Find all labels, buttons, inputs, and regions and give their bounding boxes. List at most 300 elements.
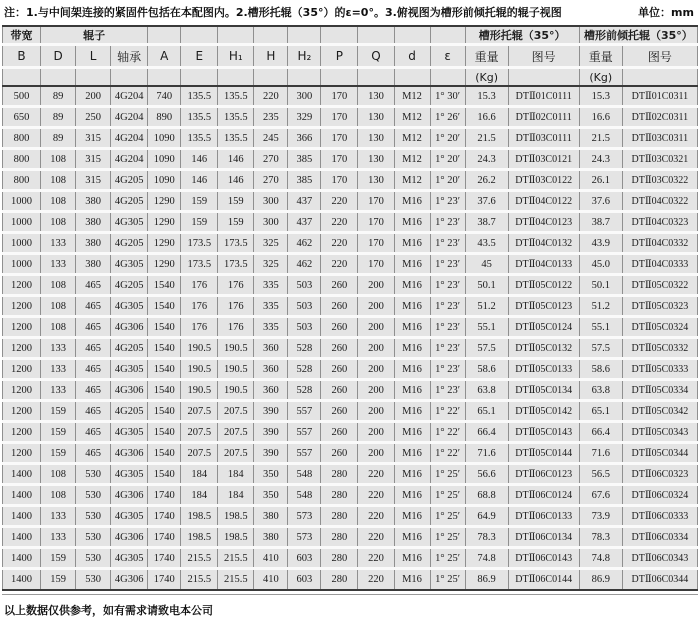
cell: 51.2 [465, 296, 508, 317]
cell: 1° 20′ [430, 128, 465, 149]
table-row [3, 401, 698, 422]
cell: 800 [3, 170, 41, 191]
cell: 207.5 [181, 401, 218, 422]
cell: 1540 [148, 359, 181, 380]
cell: 462 [288, 233, 321, 254]
cell: 37.6 [579, 191, 622, 212]
cell: 1° 23′ [430, 338, 465, 359]
cell: 503 [288, 317, 321, 338]
cell: 235 [254, 107, 288, 128]
cell: 1° 22′ [430, 443, 465, 464]
cell: 207.5 [181, 443, 218, 464]
col-group-forward-tilt-trough-idler: 槽形前倾托辊（35°） [579, 26, 697, 45]
empty-cell [254, 68, 288, 86]
cell: 1090 [148, 128, 181, 149]
table-row [3, 527, 698, 548]
cell: 528 [288, 359, 321, 380]
cell: 159 [41, 422, 76, 443]
column-header: P [321, 45, 358, 68]
empty-cell [41, 68, 76, 86]
cell: 740 [148, 86, 181, 107]
cell: 260 [321, 401, 358, 422]
cell: 1290 [148, 212, 181, 233]
cell: 108 [41, 212, 76, 233]
empty-cell [358, 26, 394, 45]
cell: 1400 [3, 506, 41, 527]
cell: 260 [321, 359, 358, 380]
cell: DTⅡ03C0311 [622, 128, 697, 149]
col-group-bandwidth: 带宽 [3, 26, 41, 45]
cell: 66.4 [465, 422, 508, 443]
cell: 1° 25′ [430, 569, 465, 590]
cell: 71.6 [579, 443, 622, 464]
cell: 410 [254, 569, 288, 590]
cell: 220 [321, 212, 358, 233]
cell: DTⅡ05C0332 [622, 338, 697, 359]
cell: 71.6 [465, 443, 508, 464]
table-row [3, 464, 698, 485]
cell: M16 [394, 254, 430, 275]
cell: 4G205 [111, 191, 148, 212]
cell: 1540 [148, 296, 181, 317]
empty-cell [430, 68, 465, 86]
cell: 43.5 [465, 233, 508, 254]
cell: 207.5 [218, 422, 254, 443]
cell: 1400 [3, 464, 41, 485]
cell: DTⅡ03C0122 [508, 170, 579, 191]
cell: 385 [288, 170, 321, 191]
cell: 603 [288, 569, 321, 590]
table-row [3, 506, 698, 527]
cell: 16.6 [465, 107, 508, 128]
cell: 315 [76, 170, 111, 191]
empty-cell [148, 26, 181, 45]
cell: DTⅡ03C0322 [622, 170, 697, 191]
cell: 159 [218, 212, 254, 233]
cell: DTⅡ05C0122 [508, 275, 579, 296]
cell: 260 [321, 443, 358, 464]
cell: 108 [41, 296, 76, 317]
cell: DTⅡ06C0124 [508, 485, 579, 506]
empty-cell [358, 68, 394, 86]
cell: DTⅡ03C0111 [508, 128, 579, 149]
cell: 170 [321, 149, 358, 170]
cell: 260 [321, 338, 358, 359]
table-row [3, 296, 698, 317]
cell: 190.5 [218, 359, 254, 380]
cell: 800 [3, 128, 41, 149]
cell: 1200 [3, 275, 41, 296]
cell: DTⅡ04C0333 [622, 254, 697, 275]
cell: 220 [358, 464, 394, 485]
cell: DTⅡ02C0311 [622, 107, 697, 128]
cell: 56.5 [579, 464, 622, 485]
cell: DTⅡ06C0343 [622, 548, 697, 569]
cell: 190.5 [218, 338, 254, 359]
empty-cell [430, 26, 465, 45]
cell: 1° 20′ [430, 149, 465, 170]
cell: 198.5 [181, 527, 218, 548]
table-row [3, 338, 698, 359]
cell: 108 [41, 170, 76, 191]
table-row [3, 317, 698, 338]
cell: DTⅡ04C0122 [508, 191, 579, 212]
table-row [3, 86, 698, 107]
cell: M16 [394, 359, 430, 380]
cell: 465 [76, 359, 111, 380]
cell: 190.5 [181, 359, 218, 380]
cell: 135.5 [181, 86, 218, 107]
cell: 176 [218, 275, 254, 296]
cell: 63.8 [465, 380, 508, 401]
cell: 220 [321, 191, 358, 212]
cell: 1° 26′ [430, 107, 465, 128]
cell: 57.5 [579, 338, 622, 359]
cell: 45 [465, 254, 508, 275]
cell: M12 [394, 86, 430, 107]
cell: DTⅡ05C0133 [508, 359, 579, 380]
cell: 4G205 [111, 338, 148, 359]
column-header: 轴承 [111, 45, 148, 68]
cell: 170 [321, 86, 358, 107]
cell: 4G306 [111, 569, 148, 590]
empty-cell [218, 68, 254, 86]
cell: DTⅡ05C0132 [508, 338, 579, 359]
cell: DTⅡ05C0333 [622, 359, 697, 380]
cell: 503 [288, 275, 321, 296]
cell: 4G205 [111, 170, 148, 191]
cell: 190.5 [181, 338, 218, 359]
cell: 300 [254, 191, 288, 212]
cell: 270 [254, 170, 288, 191]
cell: 200 [358, 296, 394, 317]
table-row [3, 380, 698, 401]
column-header: H₂ [288, 45, 321, 68]
cell: 465 [76, 401, 111, 422]
table-row [3, 254, 698, 275]
col-group-trough-idler: 槽形托辊（35°） [465, 26, 579, 45]
cell: M16 [394, 212, 430, 233]
cell: M16 [394, 380, 430, 401]
cell: 1° 23′ [430, 233, 465, 254]
cell: 270 [254, 149, 288, 170]
kg-unit-label: (Kg) [465, 68, 508, 86]
table-row [3, 275, 698, 296]
cell: M16 [394, 317, 430, 338]
cell: 4G305 [111, 212, 148, 233]
cell: 133 [41, 380, 76, 401]
cell: 465 [76, 317, 111, 338]
cell: DTⅡ05C0344 [622, 443, 697, 464]
cell: M16 [394, 422, 430, 443]
cell: 557 [288, 401, 321, 422]
cell: DTⅡ03C0121 [508, 149, 579, 170]
cell: 260 [321, 317, 358, 338]
table-row [3, 233, 698, 254]
cell: 55.1 [465, 317, 508, 338]
cell: 135.5 [218, 107, 254, 128]
cell: 198.5 [181, 506, 218, 527]
cell: 215.5 [218, 569, 254, 590]
cell: 215.5 [181, 569, 218, 590]
cell: M16 [394, 338, 430, 359]
cell: 650 [3, 107, 41, 128]
cell: 1400 [3, 485, 41, 506]
cell: 86.9 [465, 569, 508, 590]
cell: 329 [288, 107, 321, 128]
empty-cell [394, 26, 430, 45]
table-row [3, 359, 698, 380]
cell: 45.0 [579, 254, 622, 275]
cell: DTⅡ04C0323 [622, 212, 697, 233]
cell: 1° 25′ [430, 506, 465, 527]
cell: 4G204 [111, 149, 148, 170]
empty-cell [622, 68, 697, 86]
cell: 4G204 [111, 107, 148, 128]
cell: 159 [41, 443, 76, 464]
cell: 184 [181, 485, 218, 506]
cell: DTⅡ06C0123 [508, 464, 579, 485]
cell: DTⅡ06C0133 [508, 506, 579, 527]
cell: M16 [394, 275, 430, 296]
cell: 530 [76, 464, 111, 485]
cell: 15.3 [465, 86, 508, 107]
cell: 1° 20′ [430, 170, 465, 191]
table-row [3, 170, 698, 191]
cell: 4G306 [111, 485, 148, 506]
cell: M16 [394, 296, 430, 317]
cell: 280 [321, 506, 358, 527]
cell: 315 [76, 128, 111, 149]
cell: 133 [41, 338, 76, 359]
cell: 1400 [3, 569, 41, 590]
cell: 220 [321, 254, 358, 275]
cell: 280 [321, 527, 358, 548]
cell: 4G306 [111, 443, 148, 464]
cell: 184 [181, 464, 218, 485]
cell: 390 [254, 401, 288, 422]
cell: M16 [394, 485, 430, 506]
cell: 1200 [3, 443, 41, 464]
cell: 220 [358, 527, 394, 548]
cell: 56.6 [465, 464, 508, 485]
cell: 548 [288, 485, 321, 506]
cell: 133 [41, 506, 76, 527]
empty-cell [321, 68, 358, 86]
cell: DTⅡ05C0143 [508, 422, 579, 443]
cell: 65.1 [579, 401, 622, 422]
cell: 530 [76, 527, 111, 548]
cell: 465 [76, 422, 111, 443]
cell: 63.8 [579, 380, 622, 401]
cell: 1200 [3, 380, 41, 401]
cell: M12 [394, 128, 430, 149]
cell: 4G305 [111, 548, 148, 569]
cell: 1° 23′ [430, 296, 465, 317]
cell: DTⅡ06C0134 [508, 527, 579, 548]
cell: 176 [181, 317, 218, 338]
cell: 66.4 [579, 422, 622, 443]
cell: 315 [76, 149, 111, 170]
cell: 548 [288, 464, 321, 485]
cell: 159 [41, 401, 76, 422]
cell: 1290 [148, 233, 181, 254]
cell: 170 [321, 107, 358, 128]
table-row [3, 191, 698, 212]
empty-cell [76, 68, 111, 86]
cell: M16 [394, 464, 430, 485]
cell: 1° 23′ [430, 191, 465, 212]
cell: 73.9 [579, 506, 622, 527]
cell: 38.7 [465, 212, 508, 233]
cell: 260 [321, 275, 358, 296]
cell: 245 [254, 128, 288, 149]
cell: 1540 [148, 338, 181, 359]
cell: 133 [41, 233, 76, 254]
cell: 200 [358, 338, 394, 359]
cell: 26.2 [465, 170, 508, 191]
cell: 325 [254, 233, 288, 254]
cell: 1° 23′ [430, 317, 465, 338]
cell: 380 [76, 233, 111, 254]
cell: 1000 [3, 254, 41, 275]
cell: 1200 [3, 296, 41, 317]
cell: M16 [394, 401, 430, 422]
cell: 603 [288, 548, 321, 569]
column-header: D [41, 45, 76, 68]
cell: 1540 [148, 275, 181, 296]
empty-cell [148, 68, 181, 86]
cell: 380 [76, 212, 111, 233]
column-header: H [254, 45, 288, 68]
cell: DTⅡ04C0322 [622, 191, 697, 212]
column-header: A [148, 45, 181, 68]
cell: 385 [288, 149, 321, 170]
unit-label: 单位：mm [638, 6, 694, 19]
cell: 1° 22′ [430, 401, 465, 422]
cell: DTⅡ05C0342 [622, 401, 697, 422]
cell: 366 [288, 128, 321, 149]
cell: 1740 [148, 506, 181, 527]
cell: 200 [358, 317, 394, 338]
cell: 220 [254, 86, 288, 107]
cell: 1° 25′ [430, 485, 465, 506]
cell: 528 [288, 380, 321, 401]
cell: 1° 23′ [430, 275, 465, 296]
cell: DTⅡ04C0332 [622, 233, 697, 254]
cell: M12 [394, 107, 430, 128]
cell: 465 [76, 380, 111, 401]
cell: 146 [218, 170, 254, 191]
cell: 530 [76, 569, 111, 590]
cell: 38.7 [579, 212, 622, 233]
cell: 573 [288, 506, 321, 527]
cell: 437 [288, 212, 321, 233]
cell: 465 [76, 296, 111, 317]
cell: 260 [321, 380, 358, 401]
cell: 325 [254, 254, 288, 275]
cell: 135.5 [218, 86, 254, 107]
cell: DTⅡ06C0334 [622, 527, 697, 548]
cell: DTⅡ05C0134 [508, 380, 579, 401]
cell: 1° 30′ [430, 86, 465, 107]
cell: DTⅡ05C0322 [622, 275, 697, 296]
cell: 1° 25′ [430, 464, 465, 485]
cell: 4G306 [111, 527, 148, 548]
cell: 78.3 [465, 527, 508, 548]
cell: 198.5 [218, 527, 254, 548]
cell: 1090 [148, 149, 181, 170]
cell: 108 [41, 317, 76, 338]
cell: 1540 [148, 464, 181, 485]
cell: 280 [321, 548, 358, 569]
cell: 380 [254, 527, 288, 548]
cell: M16 [394, 233, 430, 254]
cell: 51.2 [579, 296, 622, 317]
cell: 135.5 [181, 107, 218, 128]
empty-cell [288, 68, 321, 86]
empty-cell [508, 68, 579, 86]
cell: 198.5 [218, 506, 254, 527]
cell: 176 [181, 275, 218, 296]
cell: 200 [358, 422, 394, 443]
cell: 176 [181, 296, 218, 317]
cell: 220 [321, 233, 358, 254]
cell: DTⅡ05C0334 [622, 380, 697, 401]
kg-unit-label: (Kg) [579, 68, 622, 86]
cell: DTⅡ06C0344 [622, 569, 697, 590]
note-bar [0, 0, 700, 25]
cell: 280 [321, 464, 358, 485]
cell: 220 [358, 485, 394, 506]
cell: 37.6 [465, 191, 508, 212]
cell: 1° 23′ [430, 212, 465, 233]
cell: DTⅡ01C0111 [508, 86, 579, 107]
cell: 800 [3, 149, 41, 170]
cell: 173.5 [218, 254, 254, 275]
cell: DTⅡ01C0311 [622, 86, 697, 107]
column-header: H₁ [218, 45, 254, 68]
cell: 1740 [148, 527, 181, 548]
cell: DTⅡ05C0142 [508, 401, 579, 422]
cell: 300 [288, 86, 321, 107]
cell: 108 [41, 464, 76, 485]
cell: 4G305 [111, 506, 148, 527]
cell: 465 [76, 275, 111, 296]
cell: 26.1 [579, 170, 622, 191]
cell: 176 [218, 296, 254, 317]
cell: 108 [41, 275, 76, 296]
cell: 170 [358, 212, 394, 233]
cell: 4G305 [111, 296, 148, 317]
cell: DTⅡ06C0333 [622, 506, 697, 527]
cell: 280 [321, 485, 358, 506]
cell: 200 [358, 401, 394, 422]
cell: 64.9 [465, 506, 508, 527]
cell: 130 [358, 107, 394, 128]
cell: M16 [394, 443, 430, 464]
footer-note: 以上数据仅供参考，如有需求请致电本公司 [4, 603, 213, 617]
cell: 78.3 [579, 527, 622, 548]
cell: DTⅡ05C0323 [622, 296, 697, 317]
cell: 1740 [148, 569, 181, 590]
cell: 335 [254, 296, 288, 317]
cell: 16.6 [579, 107, 622, 128]
cell: 500 [3, 86, 41, 107]
cell: 200 [76, 86, 111, 107]
cell: DTⅡ04C0123 [508, 212, 579, 233]
cell: 890 [148, 107, 181, 128]
